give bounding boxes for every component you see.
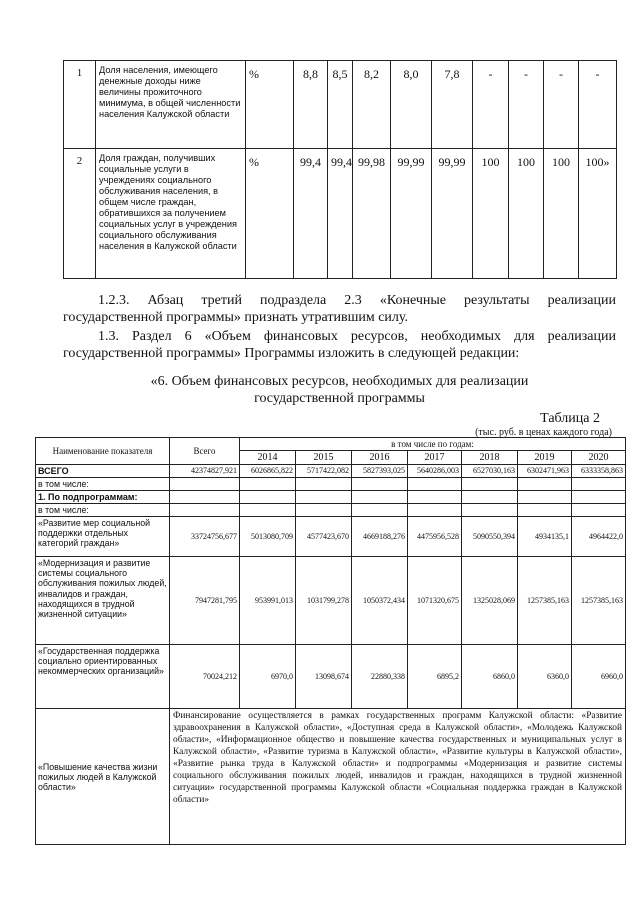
subprogram-label: «Государственная поддержка социально ориентированных некоммерческих организаций» bbox=[36, 645, 170, 709]
indicator-value: - bbox=[473, 61, 509, 149]
year-value: 5013080,709 bbox=[240, 517, 296, 557]
subprograms-heading: 1. По подпрограммам: bbox=[36, 491, 170, 504]
indicator-value: 99,98 bbox=[353, 149, 391, 279]
elderly-label: «Повышение качества жизни пожилых людей в Калужской области» bbox=[36, 709, 170, 845]
financing-note: Финансирование осуществляется в рамках государственных программ Калужской области: «Развитие здравоохранения в Калужской области», «Доступная среда в Калужской области», «Молодежь Калужской области», «Информационное общество и повышение качества государственных и муниципальных услуг в Калужской области», «Развитие туризма в Калужской области», «Развитие культуры в Калужской области», «Развитие рынка труда в Калужской области» и подпрограммы «Модернизация и развитие системы социального обслуживания пожилых людей, инвалидов и граждан, находящихся в трудной жизненной ситуации» государственной программы Калужской области «Социальная поддержка граждан в Калужской области» bbox=[170, 709, 626, 845]
paragraph-1-2-3 bbox=[63, 292, 616, 326]
total-row bbox=[36, 465, 626, 478]
indicator-unit: % bbox=[246, 61, 294, 149]
year-value: 953991,013 bbox=[240, 557, 296, 645]
total-label: ВСЕГО bbox=[36, 465, 170, 478]
indicator-value: 99,99 bbox=[432, 149, 473, 279]
indicator-value: 100 bbox=[473, 149, 509, 279]
year-value: 1031799,278 bbox=[296, 557, 352, 645]
indicator-value: - bbox=[509, 61, 544, 149]
paragraph-line: государственной программы» признать утратившим силу. bbox=[63, 310, 408, 325]
indicator-row bbox=[64, 61, 617, 149]
header-year: 2019 bbox=[518, 451, 572, 465]
year-value: 1050372,434 bbox=[352, 557, 408, 645]
paragraph-line: 1.2.3. Абзац третий подраздела 2.3 «Конечные результаты реализации bbox=[98, 293, 616, 308]
indicator-value: 7,8 bbox=[432, 61, 473, 149]
subprogram-row bbox=[36, 557, 626, 645]
indicator-value: 100» bbox=[579, 149, 617, 279]
header-year: 2016 bbox=[352, 451, 408, 465]
indicator-value: - bbox=[579, 61, 617, 149]
table-caption: Таблица 2 bbox=[540, 411, 600, 426]
table-unit-note: (тыс. руб. в ценах каждого года) bbox=[475, 427, 612, 438]
subprogram-label: «Модернизация и развитие системы социального обслуживания пожилых людей, инвалидов и граждан, находящихся в трудной жизненной ситуации» bbox=[36, 557, 170, 645]
section-heading bbox=[63, 373, 616, 407]
table-row bbox=[36, 478, 626, 491]
header-by-years: в том числе по годам: bbox=[240, 438, 626, 451]
elderly-row bbox=[36, 709, 626, 845]
indicator-number: 1 bbox=[64, 61, 96, 149]
table-row bbox=[36, 504, 626, 517]
year-value: 6333358,863 bbox=[572, 465, 626, 478]
paragraph-1-3 bbox=[63, 328, 616, 362]
total-value: 42374827,921 bbox=[170, 465, 240, 478]
indicator-unit: % bbox=[246, 149, 294, 279]
year-value: 4475956,528 bbox=[408, 517, 462, 557]
subprogram-total: 7947281,795 bbox=[170, 557, 240, 645]
subprogram-row bbox=[36, 517, 626, 557]
header-year: 2015 bbox=[296, 451, 352, 465]
indicator-value: - bbox=[544, 61, 579, 149]
indicator-name: Доля граждан, получивших социальные услуги в учреждениях социального обслуживания населения, в общем числе граждан, обратившихся за получением социальных услуг в учреждения социального обслуживания населения в Калужской области bbox=[96, 149, 246, 279]
paragraph-line: 1.3. Раздел 6 «Объем финансовых ресурсов, необходимых для реализации bbox=[98, 329, 616, 344]
indicator-value: 8,2 bbox=[353, 61, 391, 149]
year-value: 6970,0 bbox=[240, 645, 296, 709]
including-label: в том числе: bbox=[36, 504, 170, 517]
header-year: 2018 bbox=[462, 451, 518, 465]
year-value: 6960,0 bbox=[572, 645, 626, 709]
indicator-value: 99,4 bbox=[294, 149, 328, 279]
table-row bbox=[36, 491, 626, 504]
subprogram-total: 70024,212 bbox=[170, 645, 240, 709]
year-value: 6302471,963 bbox=[518, 465, 572, 478]
year-value: 6360,0 bbox=[518, 645, 572, 709]
paragraph-line: государственной программы» Программы изложить в следующей редакции: bbox=[63, 346, 520, 361]
indicator-value: 99,99 bbox=[391, 149, 432, 279]
including-label: в том числе: bbox=[36, 478, 170, 491]
year-value: 1325028,069 bbox=[462, 557, 518, 645]
header-year: 2014 bbox=[240, 451, 296, 465]
indicator-value: 8,5 bbox=[328, 61, 353, 149]
subprogram-row bbox=[36, 645, 626, 709]
year-value: 4934135,1 bbox=[518, 517, 572, 557]
year-value: 5717422,082 bbox=[296, 465, 352, 478]
section-heading-line: государственной программы bbox=[254, 391, 425, 406]
year-value: 4577423,670 bbox=[296, 517, 352, 557]
header-year: 2020 bbox=[572, 451, 626, 465]
indicator-value: 99,4 bbox=[328, 149, 353, 279]
year-value: 6026865,822 bbox=[240, 465, 296, 478]
year-value: 13098,674 bbox=[296, 645, 352, 709]
subprogram-total: 33724756,677 bbox=[170, 517, 240, 557]
year-value: 6860,0 bbox=[462, 645, 518, 709]
year-value: 4964422,0 bbox=[572, 517, 626, 557]
indicator-row bbox=[64, 149, 617, 279]
indicators-table bbox=[63, 60, 617, 279]
year-value: 6895,2 bbox=[408, 645, 462, 709]
year-value: 1257385,163 bbox=[518, 557, 572, 645]
header-indicator-name: Наименование показателя bbox=[36, 438, 170, 465]
indicator-value: 100 bbox=[544, 149, 579, 279]
section-heading-line: «6. Объем финансовых ресурсов, необходимых для реализации bbox=[150, 374, 529, 389]
subprogram-label: «Развитие мер социальной поддержки отдельных категорий граждан» bbox=[36, 517, 170, 557]
indicator-name: Доля населения, имеющего денежные доходы ниже величины прожиточного минимума, в общей численности населения Калужской области bbox=[96, 61, 246, 149]
indicator-number: 2 bbox=[64, 149, 96, 279]
indicator-value: 100 bbox=[509, 149, 544, 279]
header-total: Всего bbox=[170, 438, 240, 465]
header-year: 2017 bbox=[408, 451, 462, 465]
budget-table bbox=[35, 437, 626, 845]
year-value: 5090550,394 bbox=[462, 517, 518, 557]
year-value: 22880,338 bbox=[352, 645, 408, 709]
year-value: 5827393,025 bbox=[352, 465, 408, 478]
year-value: 1071320,675 bbox=[408, 557, 462, 645]
year-value: 6527030,163 bbox=[462, 465, 518, 478]
year-value: 5640286,003 bbox=[408, 465, 462, 478]
year-value: 1257385,163 bbox=[572, 557, 626, 645]
indicator-value: 8,0 bbox=[391, 61, 432, 149]
year-value: 4669188,276 bbox=[352, 517, 408, 557]
indicator-value: 8,8 bbox=[294, 61, 328, 149]
